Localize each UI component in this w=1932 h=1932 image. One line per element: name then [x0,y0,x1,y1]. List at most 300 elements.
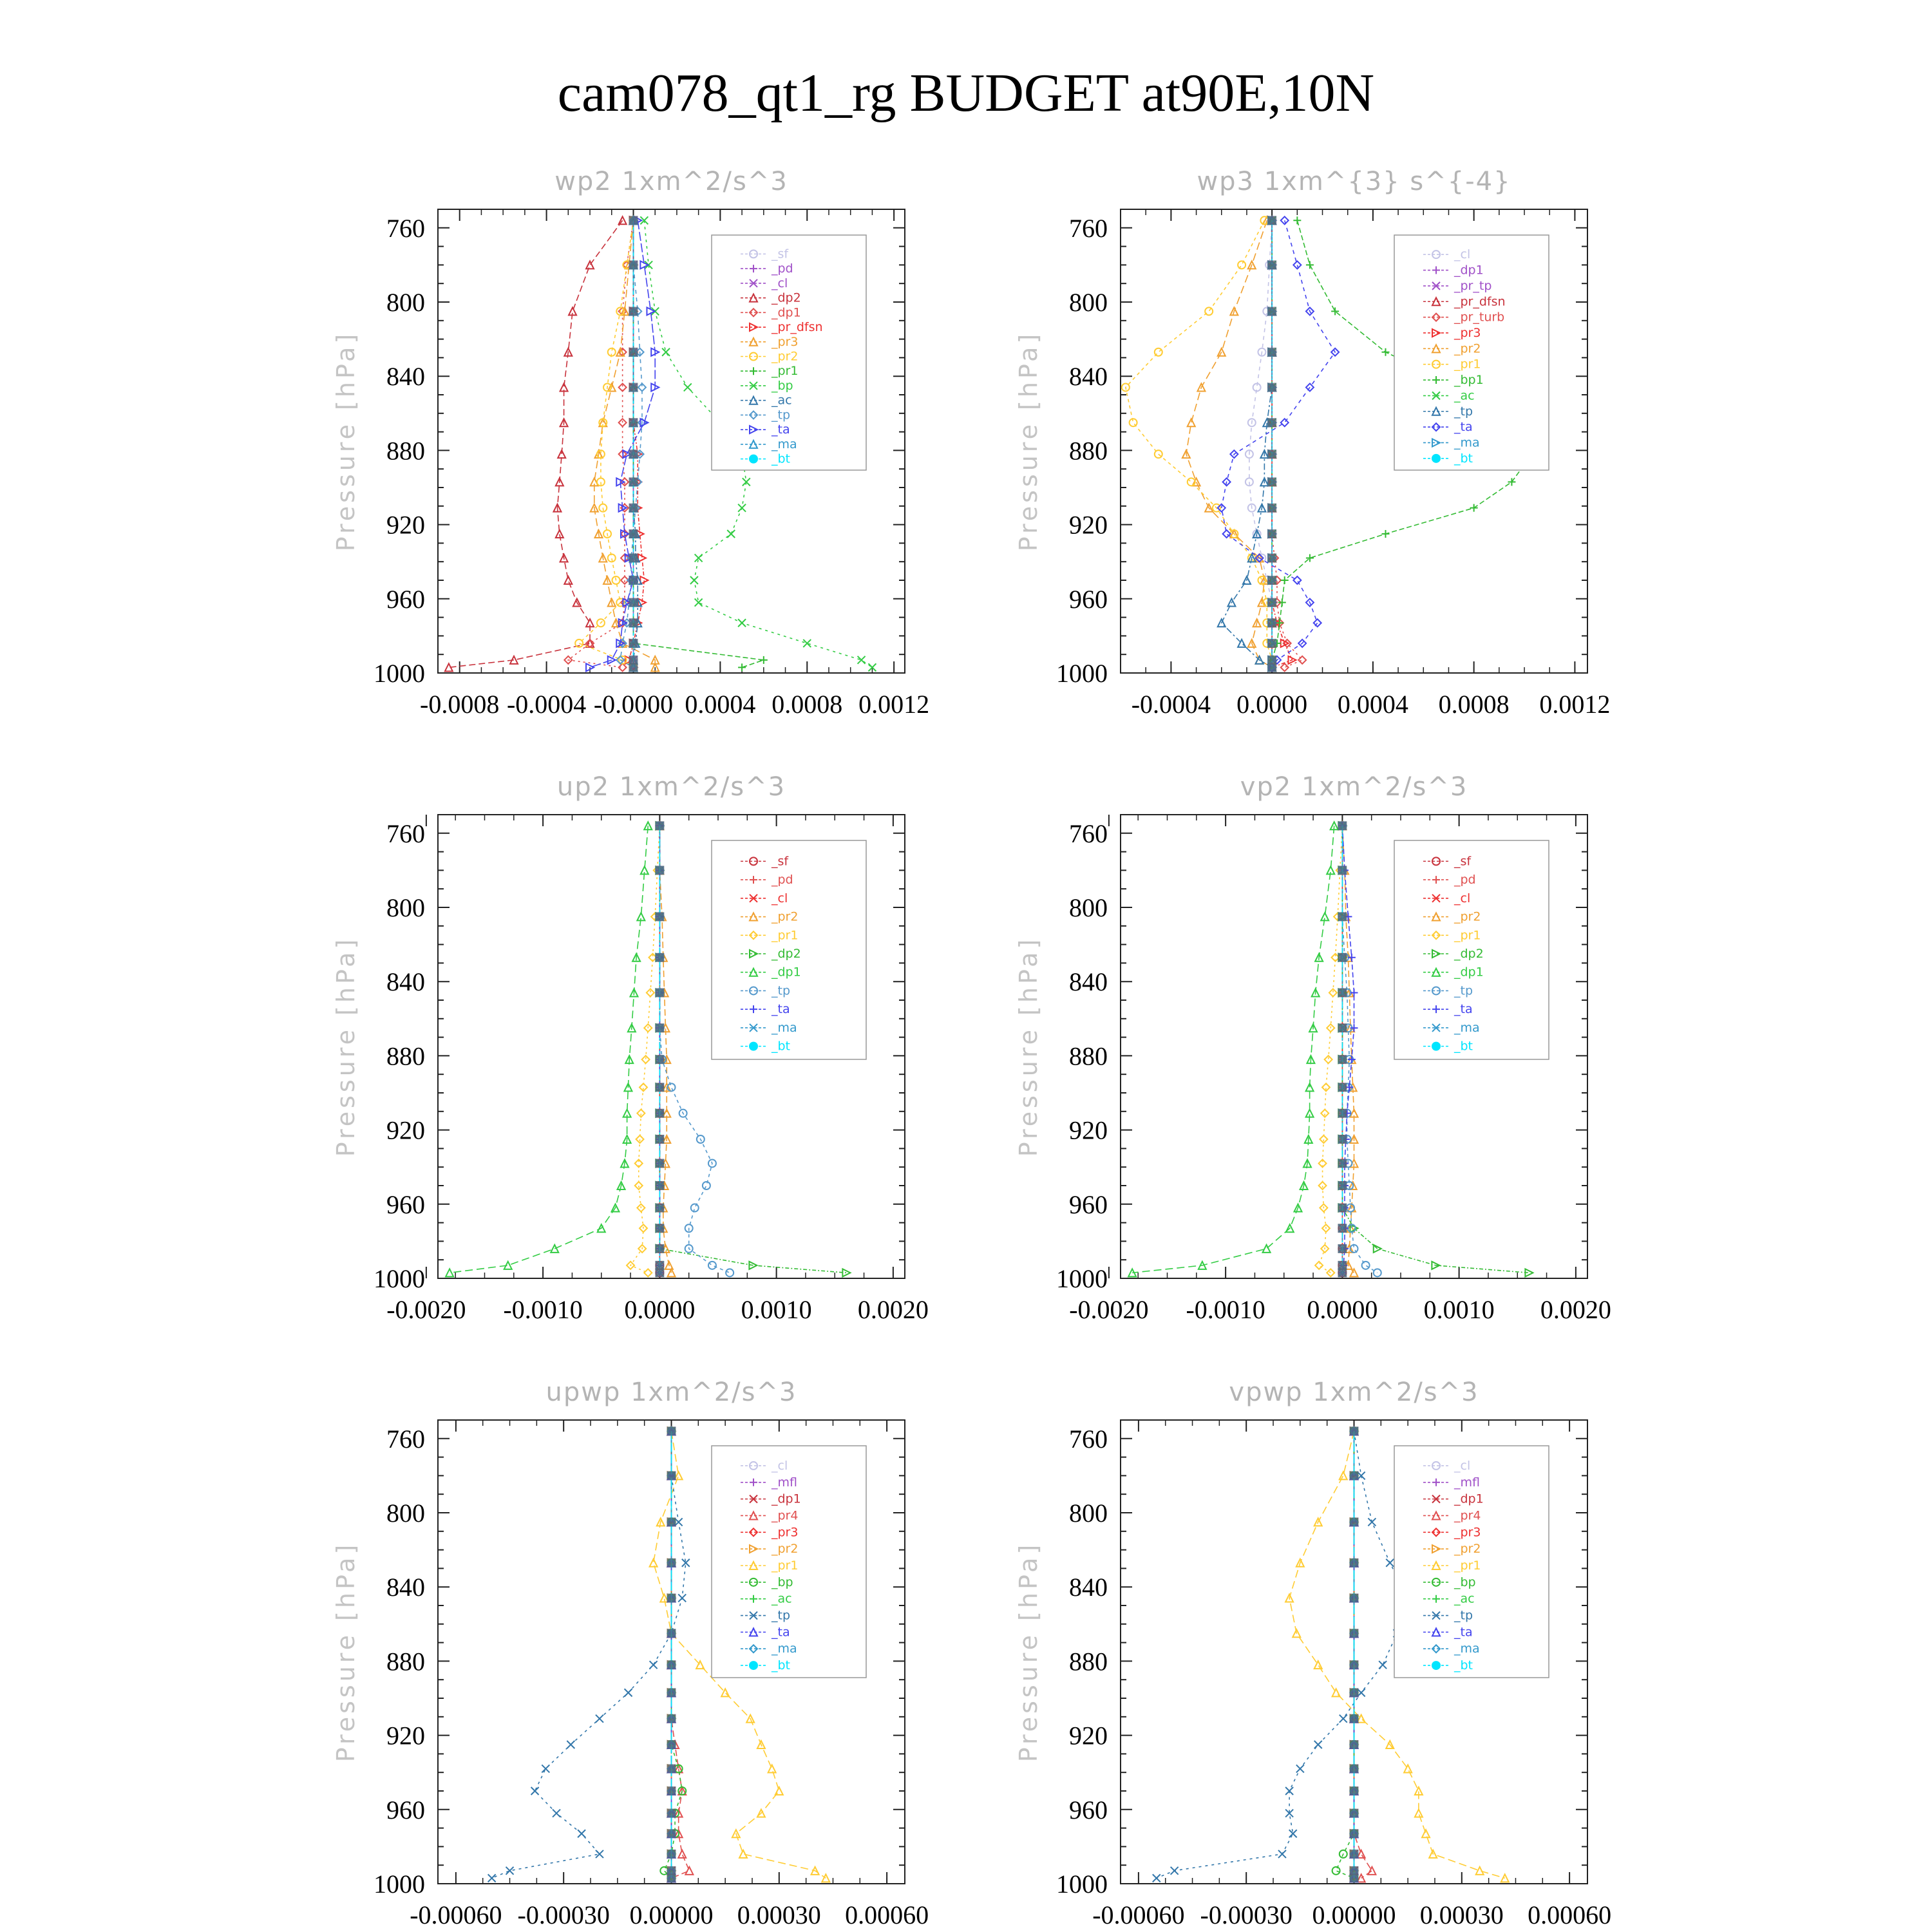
data-point [629,383,638,392]
data-point [1476,1867,1484,1875]
data-point [760,656,768,664]
legend-marker [1432,1042,1441,1051]
legend-label: _pr_dfsn [772,320,823,335]
legend-label: _bp1 [1454,373,1484,388]
legend-label: _pr4 [772,1508,799,1523]
series-bt [1350,1426,1359,1882]
data-point [608,554,616,562]
y-tick-label: 1000 [374,659,425,688]
data-point [655,1204,664,1213]
x-tick-label: 0.0000 [624,1295,696,1324]
legend-label: _bt [772,1039,791,1054]
panel-title: vp2 1xm^2/s^3 [1240,772,1468,802]
data-point [667,1786,676,1795]
data-point [1338,1204,1347,1213]
data-point [1338,1135,1347,1144]
data-point [1319,1182,1327,1189]
legend-label: _bt [1454,451,1473,466]
series-line [449,220,623,667]
x-tick-label: 0.00030 [737,1900,821,1929]
y-tick-label: 1000 [1056,659,1108,688]
y-tick-label: 800 [1069,288,1108,317]
series-bt [667,1426,676,1882]
data-point [1281,663,1289,671]
legend-label: _pr1 [772,364,799,379]
data-point [858,656,866,664]
legend-label: _mfl [1454,1475,1480,1490]
y-tick-label: 960 [386,584,425,614]
data-point [655,953,664,962]
legend-label: _pr1 [1454,357,1481,372]
x-tick-label: -0.00060 [1092,1900,1185,1929]
data-point [647,989,654,996]
data-point [667,1829,676,1838]
legend-label: _pr2 [772,909,799,924]
legend-label: _ma [772,437,797,451]
data-point [1368,1867,1376,1875]
y-tick-label: 920 [1069,1721,1108,1750]
data-point [655,1268,664,1277]
data-point [637,1110,645,1117]
data-point [1422,1830,1430,1837]
panel-title: up2 1xm^2/s^3 [556,772,786,802]
panel-5 [332,1378,929,1929]
data-point [636,1135,644,1143]
legend-label: _cl [772,1458,788,1473]
y-tick-label: 800 [1069,893,1108,922]
legend-label: _tp [772,1608,791,1623]
y-tick-label: 840 [386,362,425,392]
data-point [1338,866,1347,875]
y-tick-label: 880 [386,436,425,466]
x-tick-label: 0.00060 [1528,1900,1612,1929]
data-point [667,1593,676,1602]
data-point [1296,1765,1304,1772]
data-point [1267,260,1276,269]
data-point [1293,261,1301,269]
data-point [775,1787,783,1795]
data-point [1320,1135,1327,1143]
data-point [635,1182,643,1189]
x-tick-label: 0.0020 [857,1295,929,1324]
y-tick-label: 920 [1069,510,1108,540]
panel-6 [1014,1378,1611,1929]
legend-label: _pd [772,873,793,887]
y-tick-label: 960 [1069,584,1108,614]
data-point [650,1661,658,1669]
x-tick-label: 0.0012 [1539,690,1611,719]
data-point [1338,1159,1347,1168]
legend [1394,1446,1549,1678]
data-point [1267,639,1276,648]
legend-marker [749,1661,758,1670]
panel-3 [332,772,929,1324]
data-point [708,1262,716,1269]
data-point [1338,1023,1347,1032]
legend-label: _bt [1454,1658,1473,1673]
data-point [738,663,746,671]
data-point [1278,599,1286,607]
y-tick-label: 920 [1069,1115,1108,1145]
data-point [558,450,565,458]
data-point [629,477,638,486]
data-point [667,1660,676,1669]
legend-label: _pr2 [1454,341,1481,356]
data-point [655,866,664,875]
data-point [738,504,746,512]
x-tick-label: -0.0020 [1069,1295,1149,1324]
legend [1394,235,1549,470]
panel-2 [1014,167,1610,719]
legend-label: _sf [1454,854,1472,869]
data-point [1338,953,1347,962]
data-point [703,1182,710,1189]
data-point [629,216,638,225]
legend-label: _ta [772,1625,790,1640]
data-point [1362,1262,1370,1269]
x-tick-label: 0.0004 [685,690,756,719]
legend-label: _bp [1454,1575,1476,1589]
data-point [1508,478,1515,486]
data-point [553,1810,560,1817]
data-point [629,618,638,627]
data-point [655,821,664,830]
legend-label: _dp2 [772,947,801,961]
data-point [629,307,638,316]
y-tick-label: 840 [1069,362,1108,392]
x-tick-label: 0.0008 [772,690,843,719]
x-tick-label: 0.00000 [629,1900,714,1929]
data-point [1338,1055,1347,1064]
data-point [596,1715,603,1723]
data-point [662,348,670,356]
data-point [1332,1867,1340,1875]
x-tick-label: -0.0004 [506,690,587,719]
panels [332,167,1611,1929]
data-point [1267,307,1276,316]
legend-label: _pr_turb [1454,310,1505,325]
x-tick-label: -0.0010 [1186,1295,1265,1324]
y-tick-label: 840 [1069,1573,1108,1602]
y-tick-label: 880 [386,1041,425,1071]
legend-label: _pr3 [772,1525,799,1540]
data-point [667,1740,676,1749]
data-point [1267,348,1276,357]
panel-title: wp3 1xm^{3} s^{-4} [1197,167,1511,196]
data-point [1267,553,1276,562]
data-point [1238,261,1245,269]
legend-label: _dp1 [772,1492,801,1506]
legend-label: _ta [1454,1625,1473,1640]
data-point [1350,989,1358,996]
data-point [629,529,638,538]
data-point [1350,1850,1359,1859]
data-point [1338,1109,1347,1118]
legend-label: _pd [772,261,793,276]
data-point [1171,1867,1179,1875]
data-point [1338,1224,1347,1233]
x-tick-label: 0.0000 [1236,690,1308,719]
data-point [1386,1559,1394,1567]
data-point [1404,1765,1412,1772]
legend-label: _bt [1454,1039,1473,1054]
x-tick-label: -0.00060 [410,1900,502,1929]
data-point [629,598,638,607]
y-axis-label: Pressure [hPa] [1014,1541,1043,1763]
data-point [1267,576,1276,585]
x-tick-label: 0.00000 [1312,1900,1396,1929]
legend-label: _dp1 [1454,263,1484,278]
panel-title: wp2 1xm^2/s^3 [554,167,788,196]
y-tick-label: 840 [386,1573,425,1602]
data-point [1325,1056,1332,1063]
data-point [1350,1426,1359,1435]
legend-label: _bp [772,378,793,393]
legend-label: _pr1 [772,1558,799,1573]
y-axis-label: Pressure [hPa] [1014,936,1043,1157]
data-point [667,1688,676,1697]
x-tick-label: -0.0020 [386,1295,466,1324]
legend-label: _tp [772,408,791,422]
data-point [842,1269,850,1276]
data-point [667,1850,676,1859]
legend-label: _dp1 [772,305,801,320]
data-point [1267,663,1276,672]
data-point [727,530,735,538]
data-point [1381,348,1389,356]
data-point [542,1765,549,1772]
legend-label: _tp [1454,1608,1473,1623]
x-tick-label: 0.0010 [1423,1295,1495,1324]
legend-label: _dp1 [1454,1492,1484,1506]
x-tick-label: 0.0020 [1540,1295,1611,1324]
data-point [1267,383,1276,392]
legend-label: _ac [1454,388,1475,403]
data-point [655,1159,664,1168]
data-point [1329,989,1337,996]
legend-label: _ma [1454,1020,1480,1035]
data-point [586,261,594,269]
legend-label: _ac [772,393,792,408]
data-point [1338,1268,1347,1277]
x-tick-label: 0.0004 [1337,690,1408,719]
legend-label: _ma [1454,435,1480,450]
data-point [667,1426,676,1435]
x-tick-label: 0.0010 [741,1295,812,1324]
data-point [1350,1688,1359,1697]
legend-label: _ac [1454,1591,1475,1606]
x-tick-label: -0.0010 [503,1295,583,1324]
data-point [655,1181,664,1190]
data-point [629,639,638,648]
legend-label: _pr1 [772,928,799,943]
y-tick-label: 760 [1069,213,1108,243]
y-tick-label: 960 [1069,1189,1108,1219]
data-point [531,1787,539,1795]
data-point [1314,1741,1322,1748]
data-point [1306,261,1314,269]
data-point [690,576,698,584]
data-point [1415,1810,1423,1817]
legend-label: _ac [772,1591,792,1606]
legend-label: _ta [772,422,790,437]
series-tp [1153,1427,1412,1882]
legend-label: _mfl [772,1475,797,1490]
y-axis-label: Pressure [hPa] [332,936,360,1157]
y-tick-label: 760 [1069,819,1108,848]
data-point [1340,1472,1347,1479]
legend-label: _ta [772,1002,790,1017]
series-line [450,826,648,1273]
legend-marker [1432,1661,1441,1670]
data-point [650,1559,658,1567]
x-tick-label: -0.0004 [1131,690,1211,719]
data-point [1338,1181,1347,1190]
data-point [629,663,638,672]
data-point [678,1594,686,1602]
legend-marker [1432,454,1441,463]
legend-label: _pr2 [772,1542,799,1557]
data-point [726,1269,734,1276]
legend-label: _ma [772,1642,797,1656]
data-point [1340,1715,1347,1723]
data-point [1338,988,1347,997]
series-dp1 [446,822,652,1276]
data-point [1338,821,1347,830]
legend-marker [749,455,758,464]
legend-label: _cl [1454,1458,1471,1473]
legend-label: _pr3 [1454,1525,1481,1540]
data-point [629,450,638,459]
data-point [1368,1518,1376,1526]
data-point [667,1558,676,1567]
x-tick-label: -0.0008 [420,690,500,719]
data-point [655,1224,664,1233]
y-tick-label: 760 [386,213,425,243]
data-point [1321,1110,1329,1117]
data-point [1267,418,1276,427]
x-tick-label: 0.0012 [858,690,930,719]
y-tick-label: 800 [386,893,425,922]
data-point [1350,1740,1359,1749]
data-point [655,1083,664,1092]
data-point [625,1689,632,1696]
series-pr1 [1122,216,1276,671]
data-point [667,1764,676,1773]
legend-marker [749,1042,758,1051]
legend-label: _dp1 [772,965,801,980]
y-tick-label: 760 [1069,1424,1108,1454]
data-point [1350,1873,1359,1882]
data-point [695,599,703,607]
legend [712,1446,866,1678]
legend-label: _ma [772,1020,797,1035]
data-point [578,1830,585,1837]
series-dp2 [445,216,627,671]
y-tick-label: 1000 [1056,1870,1108,1899]
data-point [1314,619,1321,627]
data-point [655,1135,664,1144]
legend-label: _pr_dfsn [1454,294,1506,309]
y-tick-label: 800 [386,1499,425,1528]
y-tick-label: 1000 [374,1870,425,1899]
panel-1 [332,167,929,719]
series-tp [488,1427,690,1882]
data-point [629,260,638,269]
data-point [695,554,703,562]
data-point [738,619,746,627]
legend-label: _pr2 [1454,909,1481,924]
series-line [492,1431,686,1878]
data-point [1267,216,1276,225]
data-point [629,348,638,357]
data-point [1350,1829,1359,1838]
y-tick-label: 920 [386,1115,425,1145]
data-point [1350,1558,1359,1567]
y-tick-label: 960 [386,1189,425,1219]
data-point [667,1629,676,1638]
data-point [629,576,638,585]
data-point [1332,1689,1340,1696]
legend-label: _ta [1454,420,1473,435]
y-tick-label: 1000 [374,1264,425,1293]
y-tick-label: 800 [386,288,425,317]
data-point [644,1269,652,1276]
data-point [1350,1714,1359,1723]
y-tick-label: 920 [386,1721,425,1750]
y-axis-label: Pressure [hPa] [332,330,360,552]
legend-label: _ta [1454,1002,1473,1017]
data-point [629,553,638,562]
series-ta [586,216,659,671]
data-point [642,1056,650,1063]
legend-label: _dp2 [1454,947,1484,961]
y-tick-label: 840 [386,967,425,997]
legend-label: _bt [772,451,791,466]
data-point [1306,1083,1314,1091]
panel-title: vpwp 1xm^2/s^3 [1229,1378,1479,1407]
data-point [1130,419,1137,426]
legend-label: _bt [772,1658,791,1673]
legend-label: _pr2 [772,349,799,364]
data-point [655,1023,664,1032]
data-point [1155,348,1162,356]
x-tick-label: -0.00030 [1200,1900,1293,1929]
legend-label: _tp [772,983,791,998]
data-point [685,1867,693,1875]
data-point [564,576,572,584]
data-point [1267,504,1276,513]
data-point [1350,1517,1359,1526]
data-point [629,504,638,513]
data-point [1338,1244,1347,1253]
figure-title: cam078_qt1_rg BUDGET at90E,10N [557,63,1375,123]
legend [712,235,866,470]
data-point [1350,1764,1359,1773]
data-point [739,1850,747,1858]
data-point [667,1517,676,1526]
legend-label: _pr4 [1454,1508,1481,1523]
data-point [567,1741,574,1748]
legend [1394,840,1549,1059]
data-point [655,1055,664,1064]
data-point [1153,1874,1160,1882]
data-point [667,1471,676,1480]
data-point [1267,598,1276,607]
legend [712,840,866,1059]
data-point [1350,1593,1359,1602]
data-point [768,1765,776,1772]
